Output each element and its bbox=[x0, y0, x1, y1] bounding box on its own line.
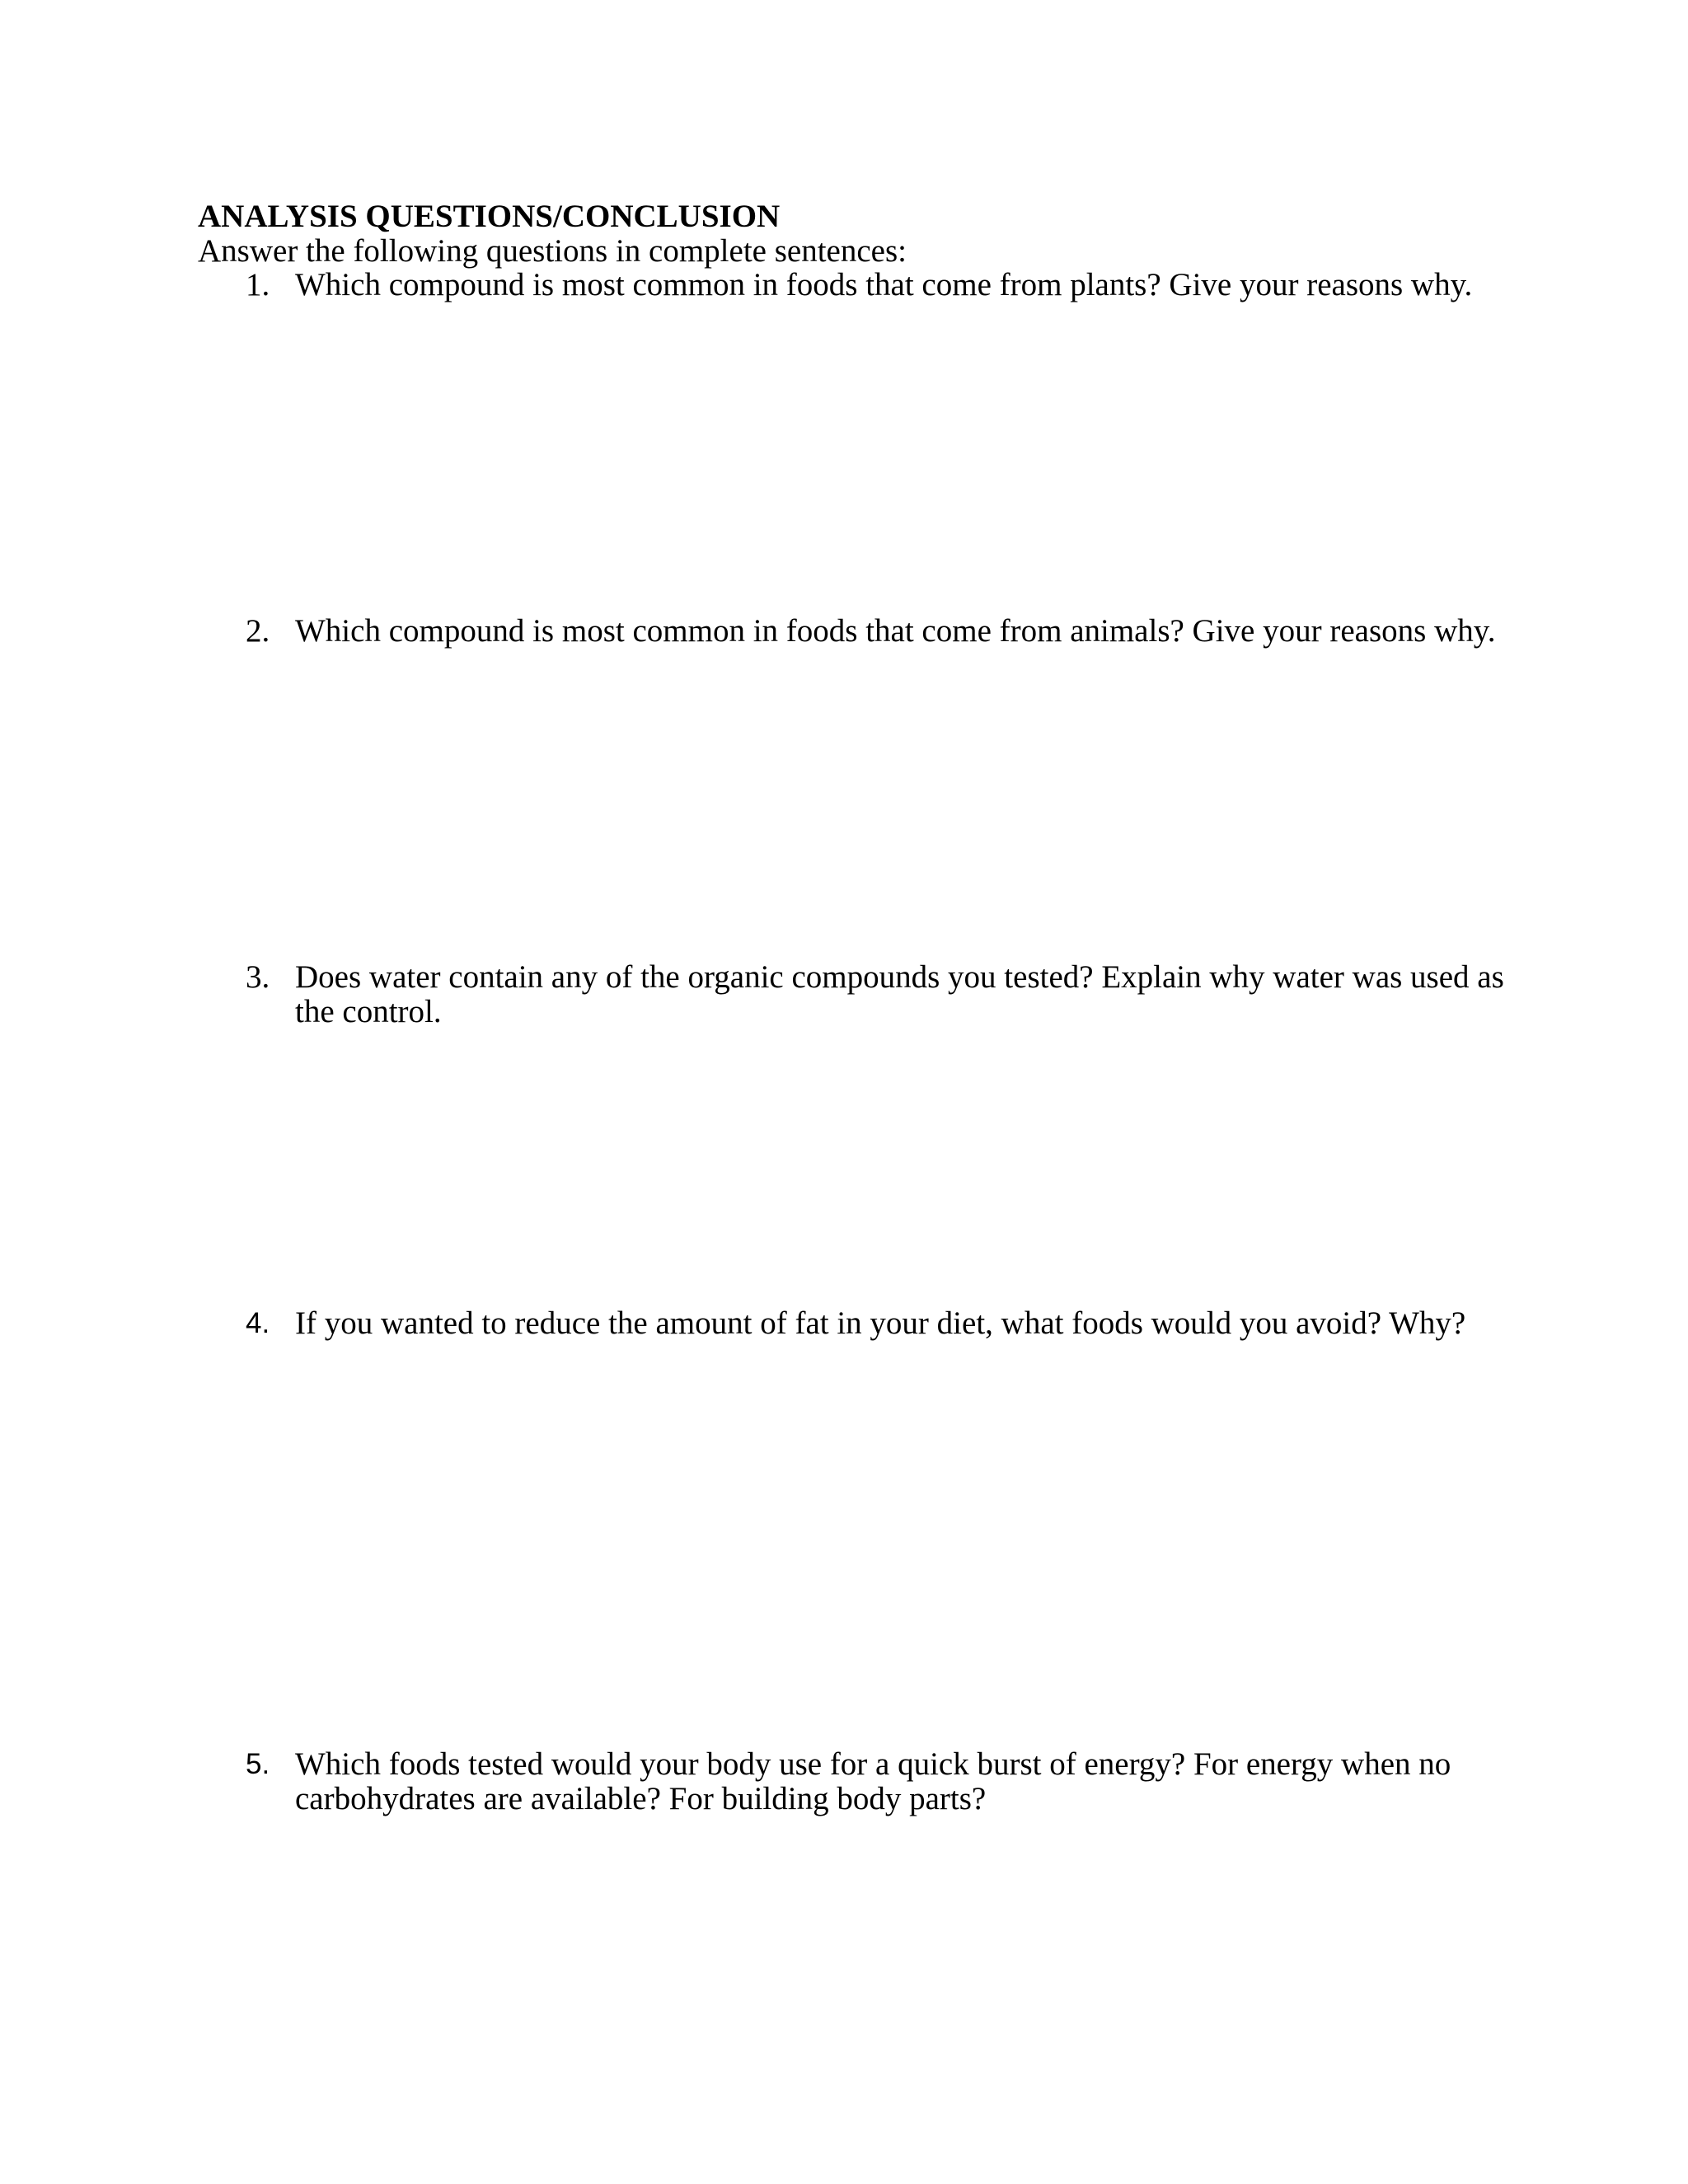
question-number: 1. bbox=[246, 267, 270, 302]
question-text: Which foods tested would your body use for a quick burst of energy? For energy when no carbohydrates are available? For building body parts? bbox=[295, 1746, 1451, 1816]
question-3 bbox=[246, 960, 1531, 1029]
question-text: Does water contain any of the organic compounds you tested? Explain why water was used as the control. bbox=[295, 959, 1504, 1029]
question-4 bbox=[246, 1306, 1531, 1341]
question-1 bbox=[246, 268, 1531, 302]
section-heading: ANALYSIS QUESTIONS/CONCLUSION bbox=[198, 199, 781, 234]
question-2 bbox=[246, 614, 1531, 649]
instructions-text: Answer the following questions in complete sentences: bbox=[198, 233, 907, 269]
question-text: Which compound is most common in foods that come from plants? Give your reasons why. bbox=[295, 267, 1473, 302]
question-text: If you wanted to reduce the amount of fat in your diet, what foods would you avoid? Why? bbox=[295, 1305, 1466, 1341]
question-5 bbox=[246, 1747, 1531, 1816]
question-number: 4. bbox=[246, 1307, 270, 1339]
question-text: Which compound is most common in foods that come from animals? Give your reasons why. bbox=[295, 613, 1496, 649]
question-number: 5. bbox=[246, 1748, 270, 1780]
question-number: 3. bbox=[246, 959, 270, 995]
question-number: 2. bbox=[246, 613, 270, 649]
